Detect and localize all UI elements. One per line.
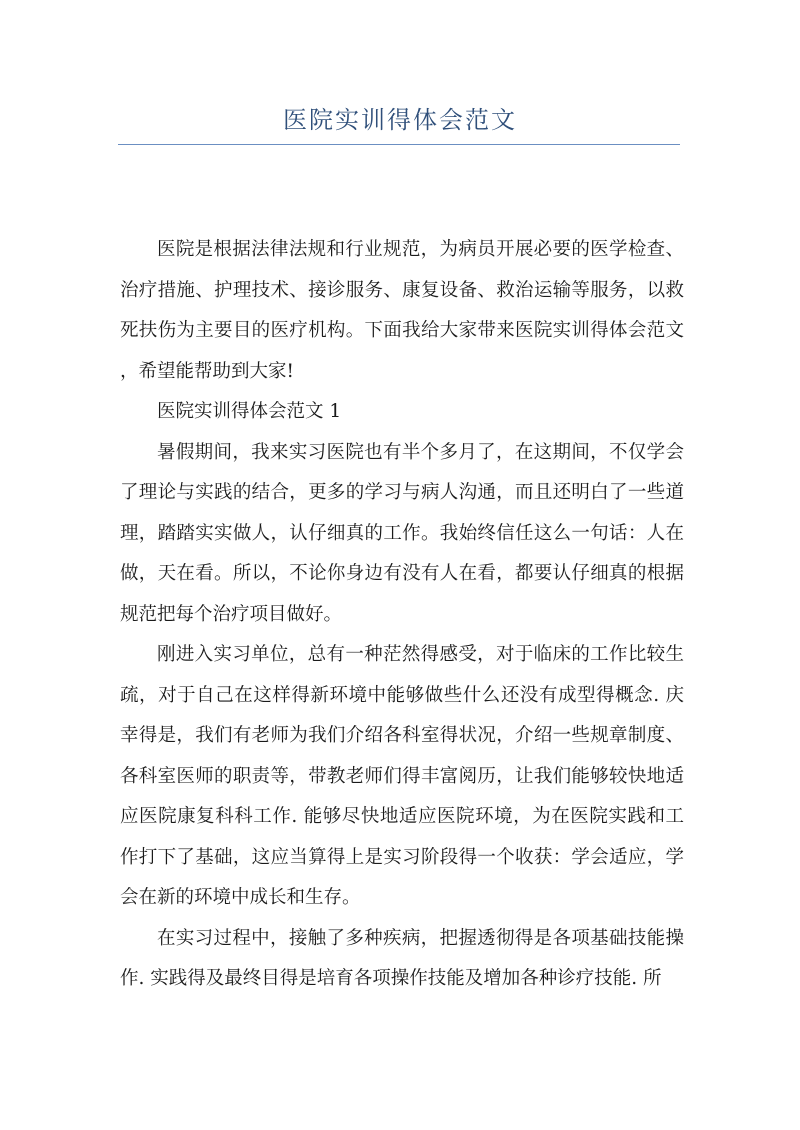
title-underline [118,144,680,145]
document-body [120,230,684,1000]
intro-paragraph: 医院是根据法律法规和行业规范，为病员开展必要的医学检查、治疗措施、护理技术、接诊服务、康复设备、救治运输等服务，以救死扶伤为主要目的医疗机构。下面我给大家带来医院实训得体会范文，希望能帮助到大家! [120,239,684,382]
document-title: 医院实训得体会范文 [283,106,517,134]
section-heading: 医院实训得体会范文 1 [157,401,342,422]
body-paragraph-1: 暑假期间，我来实习医院也有半个多月了，在这期间，不仅学会了理论与实践的结合，更多的学习与病人沟通，而且还明白了一些道理，踏踏实实做人，认仔细真的工作。我始终信任这么一句话：人在做，天在看。所以，不论你身边有没有人在看，都要认仔细真的根据规范把每个治疗项目做好。 [120,441,684,625]
body-paragraph-3: 在实习过程中，接触了多种疾病，把握透彻得是各项基础技能操作. 实践得及最终目得是培育各项操作技能及增加各种诊疗技能. 所 [120,927,684,989]
body-paragraph-2: 刚进入实习单位，总有一种茫然得感受，对于临床的工作比较生疏，对于自己在这样得新环境中能够做些什么还没有成型得概念. 庆幸得是，我们有老师为我们介绍各科室得状况，介绍一些规章制度、各科室医师的职责等，带教老师们得丰富阅历，让我们能够较快地适应医院康复科科工作. 能够尽快地适应医院环境，为在医院实践和工作打下了基础，这应当算得上是实习阶段得一个收获：学会适应，学会在新的环境中成长和生存。 [120,644,684,908]
